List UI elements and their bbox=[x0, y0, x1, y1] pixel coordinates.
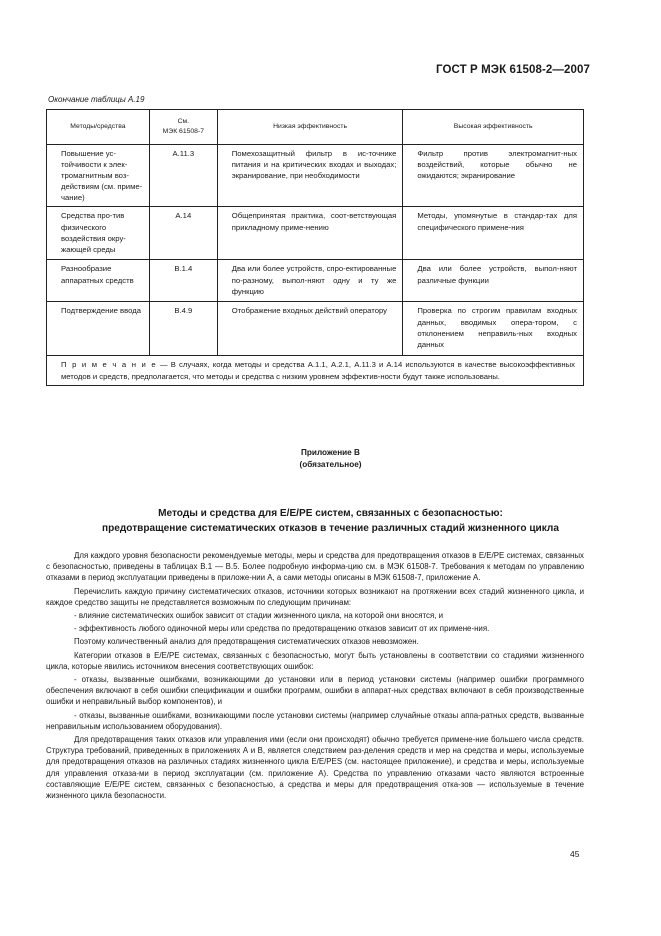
cell-method: Подтверждение ввода bbox=[47, 302, 150, 356]
cell-reference: В.4.9 bbox=[149, 302, 217, 356]
paragraph: Для предотвращения таких отказов или управления ими (если они происходят) обычно требуется примене-ние большего числа средств. Структура требований, приведенных в приложениях А и В, является следствием раз-деления средств и мер на средства и меры, используемые для предотвращения отказов на различных стадиях жизненного цикла E/E/PES (см. настоящее приложение), и средства и меры, используемые для управления отказа-ми в период эксплуатации (см. приложение А). Средства по управлению отказами часто являются встроенные составляющие E/E/PE систем, связанных с безопасностью, а средства и меры для предотвращения отка-зов — используемые в течение жизненного цикла безопасности. bbox=[46, 735, 584, 801]
methods-table bbox=[46, 109, 584, 386]
annex-title-line2: предотвращение систематических отказов в течение различных стадий жизненного цикла bbox=[102, 523, 559, 534]
paragraph: Перечислить каждую причину систематических отказов, источники которых возникают на протяжении всех стадий жизненного цикла, и каждое средство защиты не представляется возможным по следующим причинам: bbox=[46, 586, 584, 607]
paragraph: Поэтому количественный анализ для предотвращения систематических отказов невозможен. bbox=[74, 637, 419, 647]
header-reference: См. МЭК 61508-7 bbox=[149, 110, 217, 145]
header-methods: Методы/средства bbox=[47, 110, 150, 145]
table-row bbox=[47, 260, 584, 302]
paragraph: Категории отказов в E/E/PE системах, связанных с безопасностью, могут быть установлены в соответствии со стадиями жизненного цикла, которые явились источником внесения соответствующих ошибок: bbox=[46, 650, 584, 671]
table-row bbox=[47, 302, 584, 356]
table-row bbox=[47, 145, 584, 207]
cell-low: Отображение входных действий оператору bbox=[217, 302, 403, 356]
cell-high: Фильтр против электромагнит-ных воздействий, которые обычно не ожидаются; экранирование bbox=[403, 145, 584, 207]
cell-method: Средства про-тив физического воздействия окру-жающей среды bbox=[47, 207, 150, 260]
table-caption: Окончание таблицы А.19 bbox=[48, 95, 145, 104]
cell-method: Разнообразие аппаратных средств bbox=[47, 260, 150, 302]
table-header-row bbox=[47, 110, 584, 145]
list-item: - эффективность любого одиночной меры или средства по предотвращению отказов зависит от их примене-ния. bbox=[74, 624, 490, 634]
list-item: - отказы, вызванные ошибками, возникающими после установки системы (например случайные отказы аппа-ратных средств, вызванные неправильным использованием оборудования). bbox=[46, 710, 584, 731]
table-row bbox=[47, 207, 584, 260]
annex-status: (обязательное) bbox=[299, 460, 362, 469]
note-label: П р и м е ч а н и е bbox=[61, 360, 157, 370]
list-item: - отказы, вызванные ошибками, возникающими до установки или в период установки системы (например ошибки программного обеспечения включают в себя ошибки спецификации и ошибки программ, ошибки в аппарат-ных средствах включают в себя производственные ошибки и неправильный выбор компонентов), и bbox=[46, 675, 584, 707]
cell-high: Два или более устройств, выпол-няют различные функции bbox=[403, 260, 584, 302]
header-high-effectiveness: Высокая эффективность bbox=[403, 110, 584, 145]
list-item: - влияние систематических ошибок зависит от стадии жизненного цикла, на которой они вносятся, и bbox=[74, 611, 444, 621]
annex-title-line1: Методы и средства для E/E/PE систем, связанных с безопасностью: bbox=[158, 508, 503, 519]
table-note-row bbox=[47, 356, 584, 385]
annex-label: Приложение В bbox=[301, 448, 360, 457]
cell-reference: А.11.3 bbox=[149, 145, 217, 207]
header-low-effectiveness: Низкая эффективность bbox=[217, 110, 403, 145]
cell-high: Проверка по строгим правилам входных данных, вводимых опера-тором, с отклонением неправиль-ных входных данных bbox=[403, 302, 584, 356]
cell-low: Помехозащитный фильтр в ис-точнике питания и на критических входах и выходах; экранирование, при необходимости bbox=[217, 145, 403, 207]
note-text: — В случаях, когда методы и средства А.1.1, А.2.1, А.11.3 и А.14 используются в качестве высокоэффективных методов и средств, предполагается, что методы и средства с низким уровнем эффектив-ности будут также использованы. bbox=[61, 360, 575, 381]
cell-reference: В.1.4 bbox=[149, 260, 217, 302]
cell-method: Повышение ус-тойчивости к элек-тромагнитным воз-действиям (см. приме-чание) bbox=[47, 145, 150, 207]
cell-low: Два или более устройств, спро-ектированные по-разному, выпол-няют одну и ту же функцию bbox=[217, 260, 403, 302]
cell-low: Общепринятая практика, соот-ветствующая прикладному приме-нению bbox=[217, 207, 403, 260]
table-note bbox=[47, 356, 584, 385]
paragraph: Для каждого уровня безопасности рекомендуемые методы, меры и средства для предотвращения отказов в E/E/PE системах, связанных с безопасностью, приведены в таблицах В.1 — В.5. Более подробную информа-цию см. в МЭК 61508-7. Требования к методам по управлению отказами в период эксплуатации приведены в приложе-нии А, а сами методы описаны в МЭК 61508-7, приложение А. bbox=[46, 551, 584, 583]
page-number: 45 bbox=[570, 849, 580, 859]
document-header: ГОСТ Р МЭК 61508-2—2007 bbox=[436, 64, 590, 76]
cell-high: Методы, упомянутые в стандар-тах для специфического примене-ния bbox=[403, 207, 584, 260]
body-text bbox=[46, 550, 584, 803]
cell-reference: А.14 bbox=[149, 207, 217, 260]
